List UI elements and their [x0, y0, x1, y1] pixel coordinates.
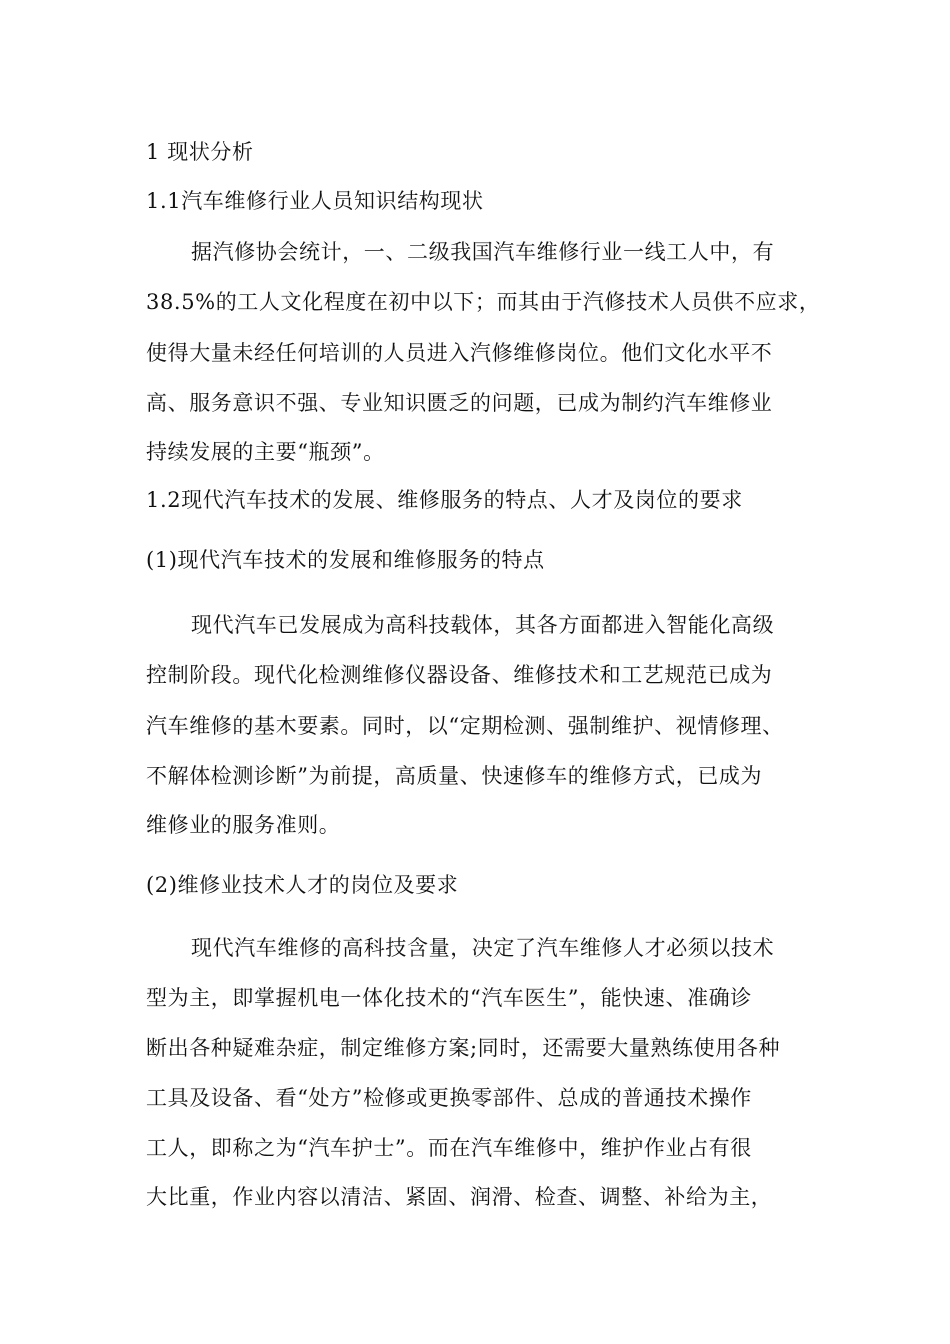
paragraph-3-line-6: 大比重，作业内容以清洁、紧固、润滑、检查、调整、补给为主， — [146, 1185, 773, 1209]
paragraph-1-line-2: 38.5%的工人文化程度在初中以下；而其由于汽修技术人员供不应求， — [146, 290, 821, 314]
paragraph-3-line-5: 工人，即称之为“汽车护士”。而在汽车维修中，维护作业占有很 — [146, 1136, 752, 1160]
section-heading-1-1: 1.1汽车维修行业人员知识结构现状 — [146, 189, 484, 213]
paragraph-1-line-5: 持续发展的主要“瓶颈”。 — [146, 440, 385, 464]
subheading-1: (1)现代汽车技术的发展和维修服务的特点 — [146, 548, 545, 572]
paragraph-3-line-4: 工具及设备、看“处方”检修或更换零部件、总成的普通技术操作 — [146, 1086, 752, 1110]
paragraph-1-line-3: 使得大量未经任何培训的人员进入汽修维修岗位。他们文化水平不 — [146, 341, 773, 365]
section-heading-1: 1 现状分析 — [146, 140, 254, 164]
paragraph-2-line-4: 不解体检测诊断”为前提，高质量、快速修车的维修方式，已成为 — [146, 764, 763, 788]
paragraph-3-line-3: 断出各种疑难杂症，制定维修方案;同时，还需要大量熟练使用各种 — [146, 1036, 781, 1060]
section-heading-1-2: 1.2现代汽车技术的发展、维修服务的特点、人才及岗位的要求 — [146, 488, 743, 512]
paragraph-2-line-1: 现代汽车已发展成为高科技载体，其各方面都进入智能化高级 — [191, 613, 775, 637]
paragraph-3-line-1: 现代汽车维修的高科技含量，决定了汽车维修人才必须以技术 — [191, 936, 775, 960]
paragraph-2-line-2: 控制阶段。现代化检测维修仪器设备、维修技术和工艺规范已成为 — [146, 663, 773, 687]
paragraph-2-line-3: 汽车维修的基木要素。同时，以“定期检测、强制维护、视情修理、 — [146, 714, 784, 738]
paragraph-3-line-2: 型为主，即掌握机电一体化技术的“汽车医生”，能快速、准确诊 — [146, 986, 752, 1010]
paragraph-2-line-5: 维修业的服务准则。 — [146, 813, 341, 837]
subheading-2: (2)维修业技术人才的岗位及要求 — [146, 873, 459, 897]
paragraph-1-line-1: 据汽修协会统计，一、二级我国汽车维修行业一线工人中，有 — [191, 240, 775, 264]
paragraph-1-line-4: 高、服务意识不强、专业知识匮乏的问题，已成为制约汽车维修业 — [146, 391, 773, 415]
